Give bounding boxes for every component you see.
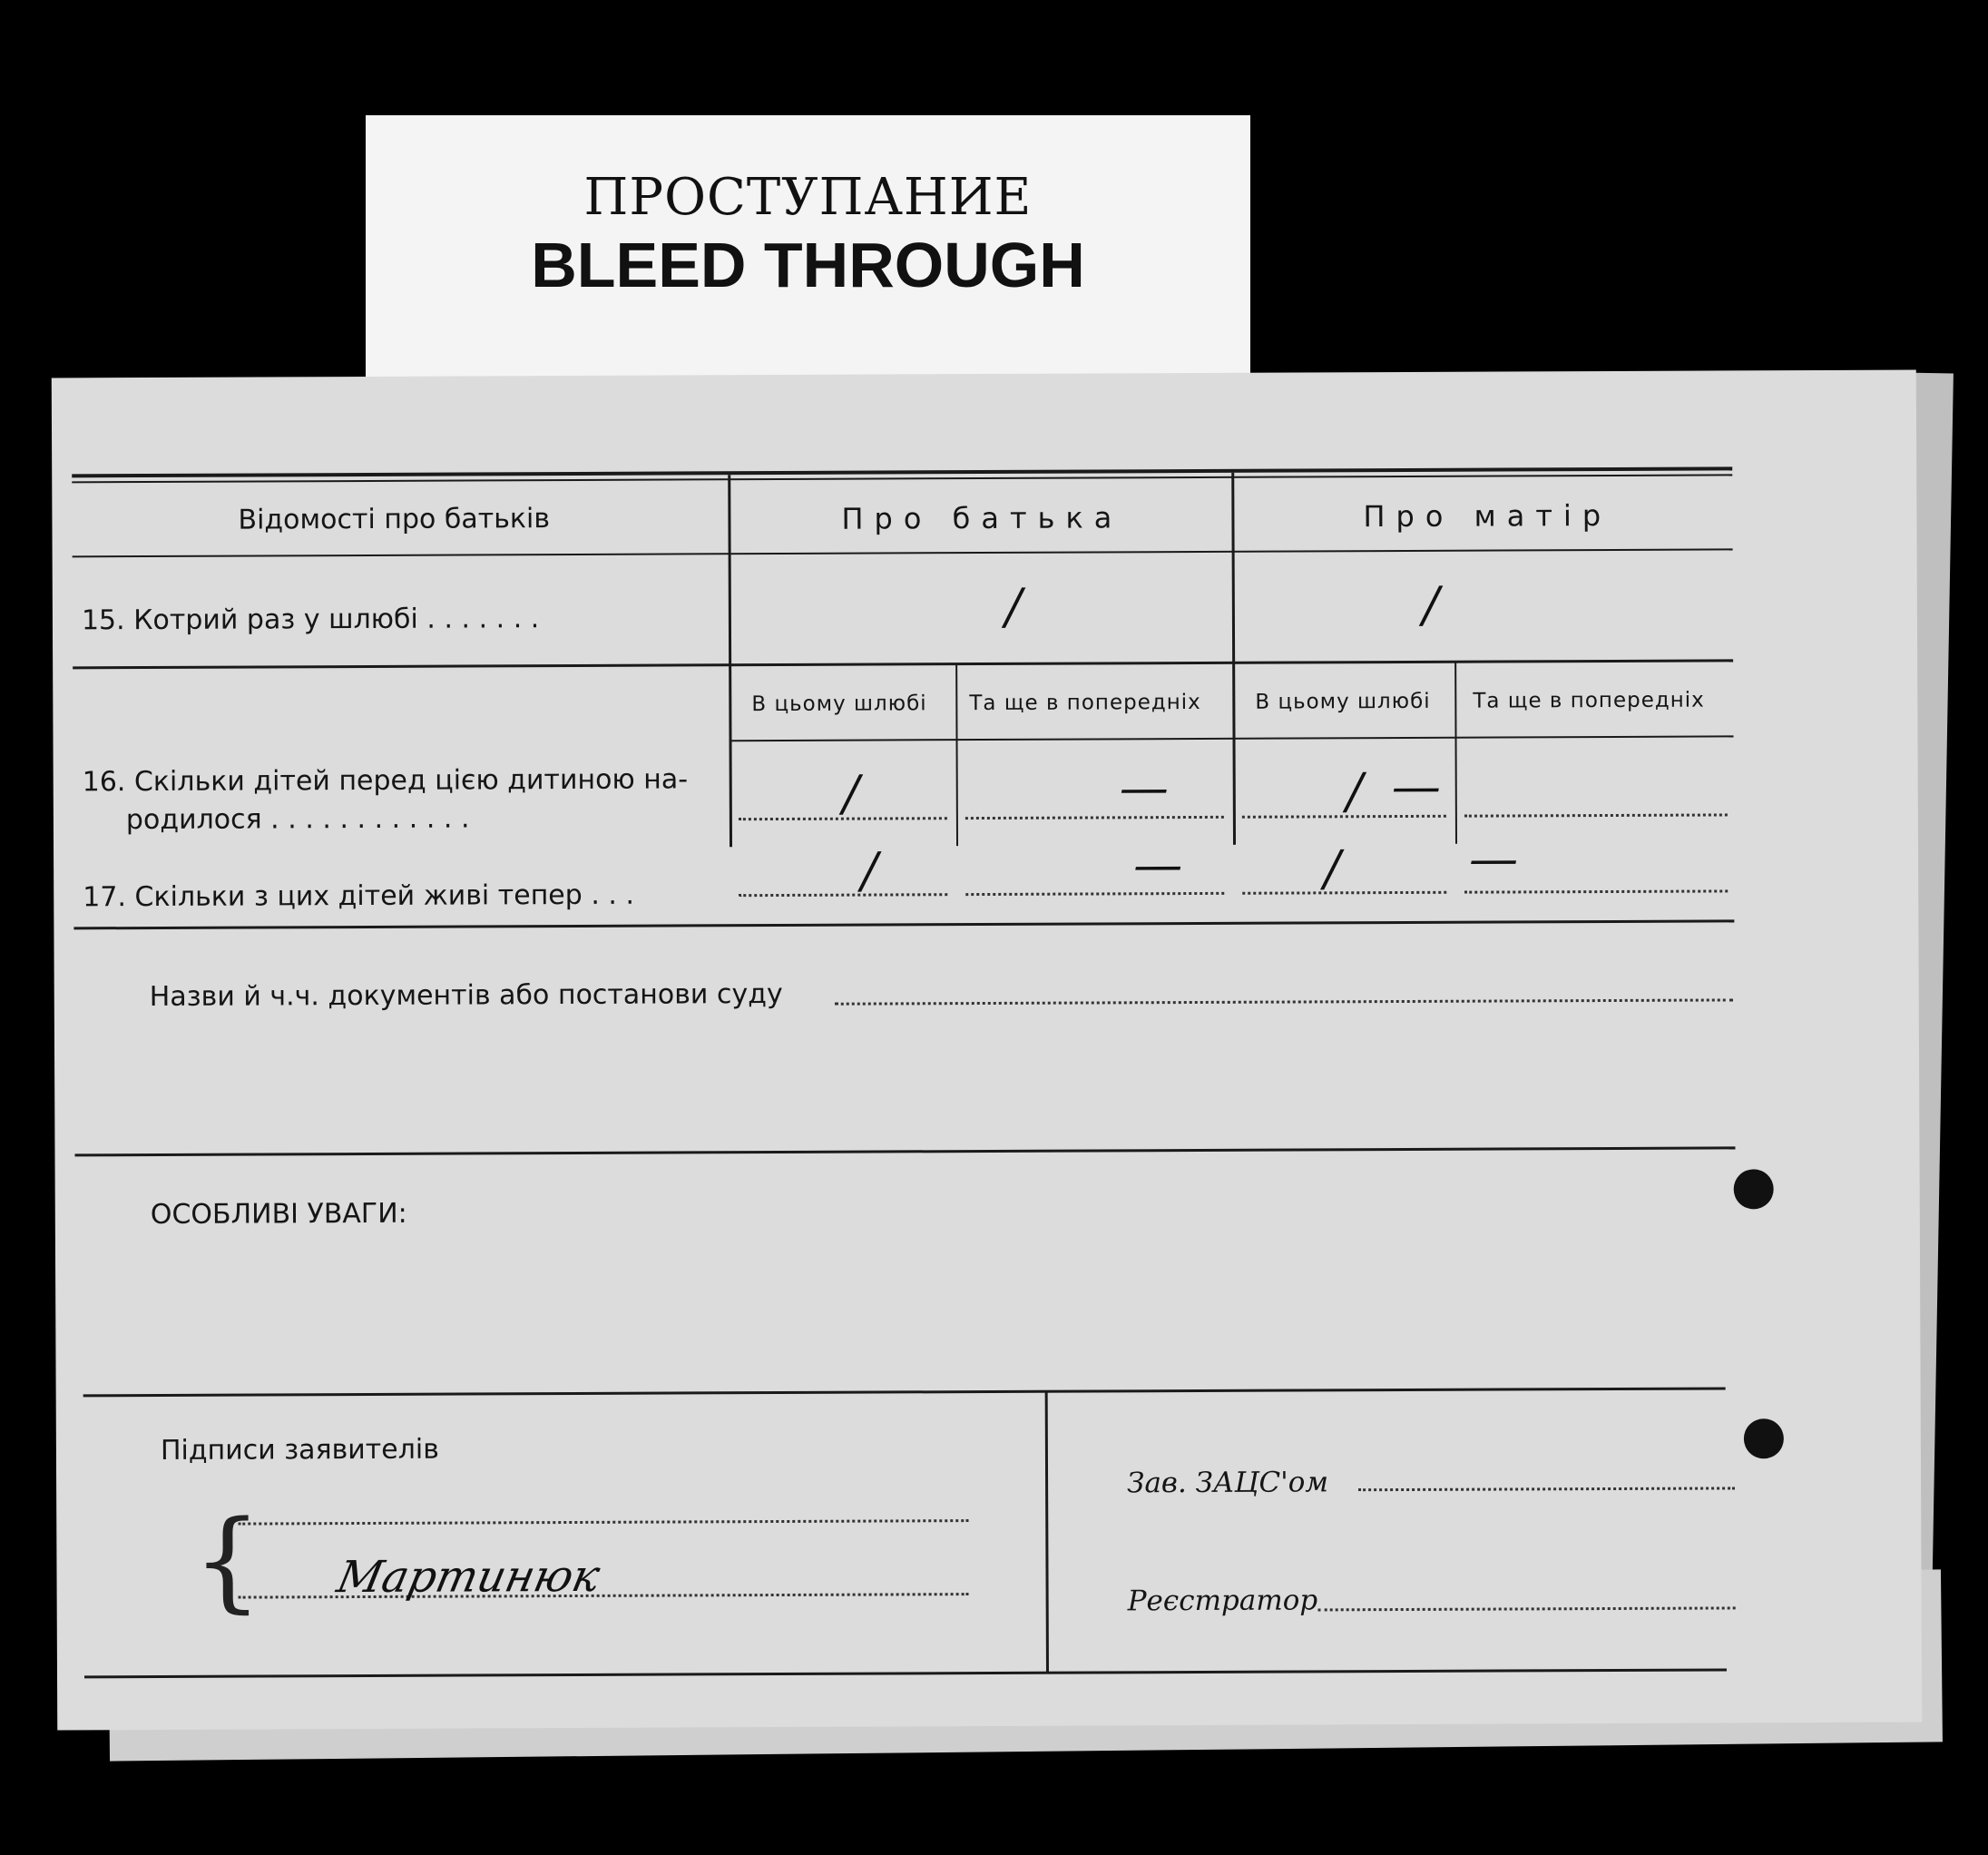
header-about-father: Про батька [841, 500, 1123, 536]
row-15-label: 15. Котрий раз у шлюбі . . . . . . . [81, 603, 540, 637]
row-15-mother-value: / [1422, 575, 1440, 633]
row-16-father-this: / [842, 764, 860, 822]
applicants-signatures-label: Підписи заявителів [160, 1433, 439, 1467]
label-russian: ПРОСТУПАНИЕ [583, 168, 1033, 227]
row-17-label: 17. Скільки з цих дітей живі тепер . . . [83, 878, 635, 914]
applicant-signature: Мартинюк [332, 1550, 604, 1604]
signature-brace: { [192, 1497, 263, 1624]
row-17-mother-previous: — [1468, 829, 1519, 888]
subheader-mother-this-marriage: В цьому шлюбі [1255, 689, 1431, 714]
subheader-father-this-marriage: В цьому шлюбі [751, 692, 927, 717]
row-15-father-value: / [1004, 577, 1023, 635]
row-16-father-previous: — [1119, 759, 1169, 817]
row-17-father-previous: — [1132, 836, 1183, 894]
row-16-mother-this: / [1346, 762, 1364, 820]
subheader-mother-previous: Та ще в попередніх [1473, 688, 1705, 713]
row-17-father-this: / [860, 841, 878, 899]
row-17-mother-this: / [1323, 839, 1341, 898]
zags-head-label: Зав. ЗАЦС'ом [1127, 1466, 1329, 1500]
row-16-mother-previous: — [1391, 757, 1441, 816]
registrar-label: Реєстратор [1127, 1584, 1318, 1618]
documents-label: Назви й ч.ч. документів або постанови суду [149, 977, 783, 1014]
header-parents-info: Відомості про батьків [238, 503, 551, 536]
special-notes-label: ОСОБЛИВІ УВАГИ: [150, 1197, 407, 1232]
binder-hole [1734, 1169, 1774, 1209]
row-16-label-line2: родилося . . . . . . . . . . . . [125, 802, 470, 837]
label-english: BLEED THROUGH [531, 230, 1085, 300]
binder-hole [1744, 1418, 1784, 1458]
subheader-father-previous: Та ще в попередніх [969, 690, 1201, 716]
registration-form-page [52, 370, 1922, 1731]
header-about-mother: Про матір [1363, 497, 1612, 535]
bleed-through-label-card [366, 115, 1250, 388]
row-16-label-line1: 16. Скільки дітей перед цією дитиною на- [82, 763, 689, 799]
